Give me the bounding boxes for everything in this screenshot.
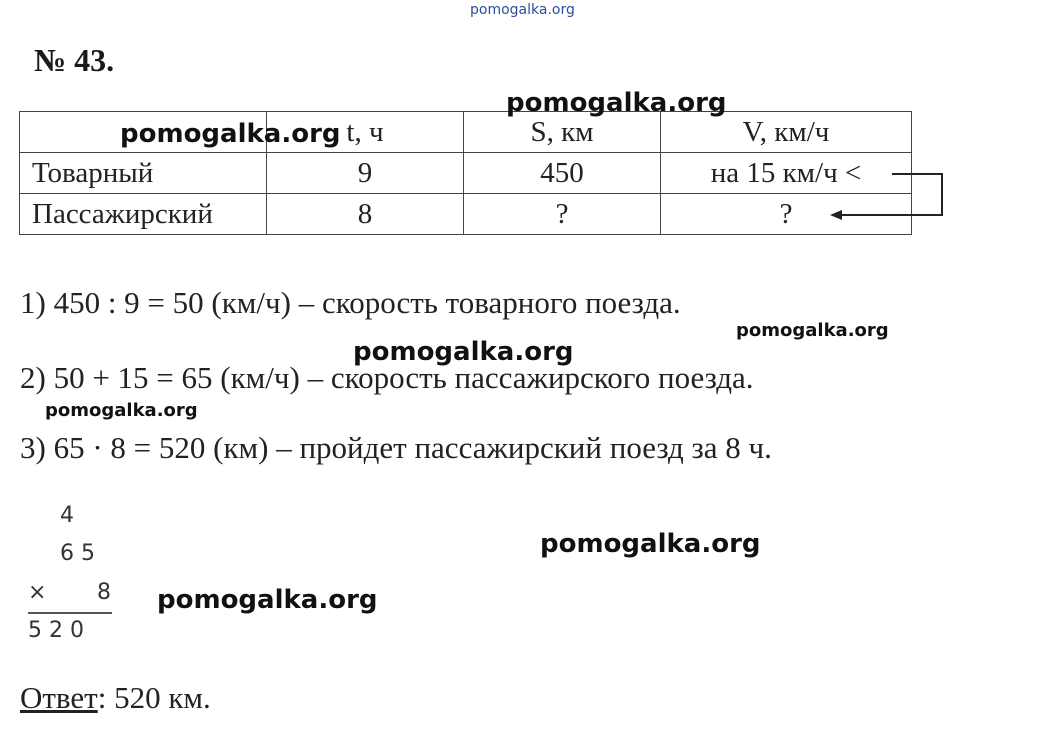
watermark-text: pomogalka.org: [353, 337, 574, 367]
table-cell: 8: [267, 194, 464, 235]
solution-step-2: 2) 50 + 15 = 65 (км/ч) – скорость пассажирского поезда.: [20, 360, 754, 395]
column-divider-line: [28, 612, 112, 614]
watermark-text: pomogalka.org: [736, 320, 889, 341]
column-result: 5 2 0: [28, 618, 84, 643]
column-carry-digit: 4: [60, 503, 74, 528]
column-multiplier: 8: [97, 580, 111, 605]
table-header-cell: S, км: [464, 112, 661, 153]
task-number: № 43.: [34, 42, 115, 78]
table-cell: 9: [267, 153, 464, 194]
watermark-text: pomogalka.org: [120, 119, 341, 149]
table-cell: Товарный: [20, 153, 267, 194]
table-row: [20, 194, 912, 235]
answer-value: : 520 км.: [97, 680, 211, 715]
watermark-text: pomogalka.org: [157, 585, 378, 615]
table-cell: ?: [464, 194, 661, 235]
watermark-text: pomogalka.org: [506, 88, 727, 118]
watermark-text: pomogalka.org: [45, 400, 198, 421]
watermark-text: pomogalka.org: [540, 529, 761, 559]
top-watermark-link[interactable]: pomogalka.org: [470, 2, 575, 18]
solution-step-1: 1) 450 : 9 = 50 (км/ч) – скорость товарного поезда.: [20, 285, 681, 320]
answer-label: Ответ: [20, 680, 98, 715]
table-cell: Пассажирский: [20, 194, 267, 235]
solution-step-3: 3) 65 · 8 = 520 (км) – пройдет пассажирский поезд за 8 ч.: [20, 430, 772, 465]
table-header-cell: V, км/ч: [661, 112, 912, 153]
table-cell: 450: [464, 153, 661, 194]
table-row: [20, 153, 912, 194]
answer-line: [20, 680, 211, 716]
column-multiplicand: 6 5: [60, 541, 95, 566]
table-cell: на 15 км/ч <: [661, 153, 912, 194]
table-cell: ?: [661, 194, 912, 235]
bracket-arrow-icon: [830, 168, 950, 224]
table-header-cell: t, ч: [267, 112, 464, 153]
multiply-sign: ×: [28, 580, 47, 605]
